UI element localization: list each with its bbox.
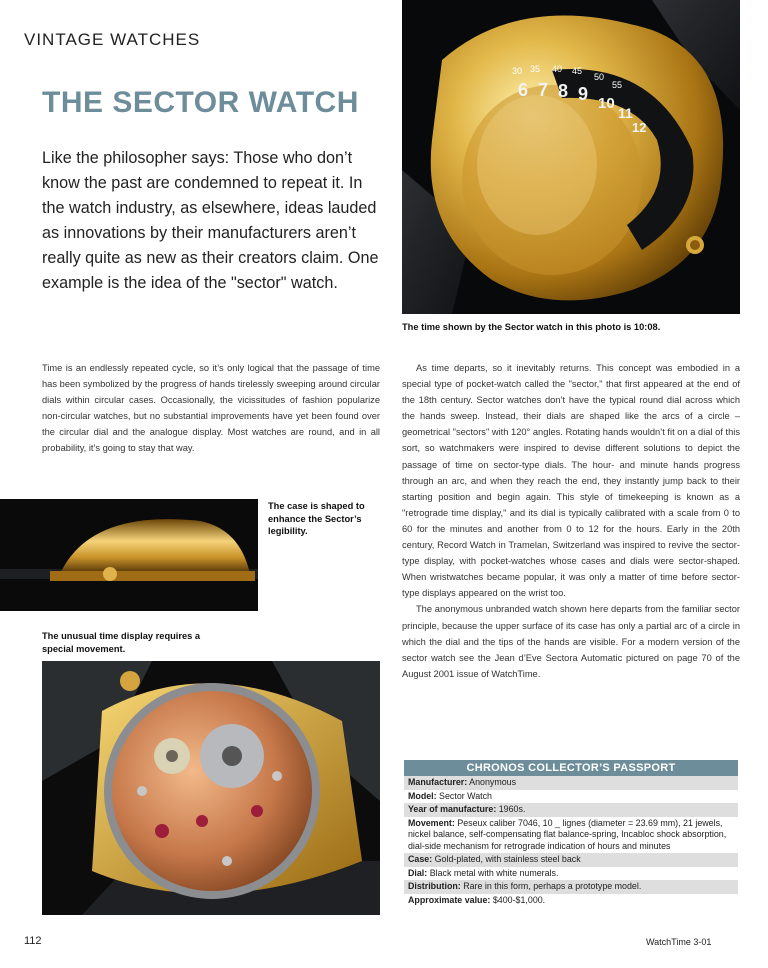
passport-value: Anonymous xyxy=(467,777,517,787)
passport-value: Gold-plated, with stainless steel back xyxy=(432,854,581,864)
body-text-left: Time is an endlessly repeated cycle, so it’s only logical that the passage of time has been symbolized by the progress of hands tirelessly sweeping around circular dials within circular cases. Occasionally, the vicissitudes of fashion popularize non-circular watches, but no substantial improvements have yet been found over the circular dial and the analogue display. Most watches are round, and in all probability, it’s going to stay that way. xyxy=(42,363,380,453)
passport-row-movement xyxy=(404,817,738,854)
hour-numeral: 11 xyxy=(618,105,633,121)
hour-numeral: 10 xyxy=(598,95,615,112)
section-label: VINTAGE WATCHES xyxy=(24,30,201,49)
minute-scale-label: 50 xyxy=(594,72,605,82)
minute-scale-label: 35 xyxy=(530,64,541,74)
page-number: 112 xyxy=(24,935,42,947)
case-profile-illustration xyxy=(0,499,258,611)
passport-row-case xyxy=(404,853,738,867)
passport-value: Rare in this form, perhaps a prototype model. xyxy=(460,881,642,891)
minute-scale-label: 55 xyxy=(612,80,623,90)
hour-numeral: 7 xyxy=(538,80,549,100)
passport-label: Year of manufacture: xyxy=(408,804,497,814)
page-title: THE SECTOR WATCH xyxy=(42,86,359,119)
body-right-paragraph-2: The anonymous unbranded watch shown here departs from the familiar sector principle, because the upper surface of its case has only a partial arc of a circle in which the dial and the tips of the hands are visible. For a modern version of the sector watch see the Jean d’Eve Sectora Automatic pictured on page 70 of the August 2001 issue of WatchTime. xyxy=(402,604,740,679)
passport-row-dial xyxy=(404,867,738,881)
passport-value: $400-$1,000. xyxy=(490,894,546,905)
minute-scale-label: 40 xyxy=(552,64,563,74)
minute-scale-label: 45 xyxy=(572,66,583,76)
hour-numeral: 6 xyxy=(518,80,529,100)
top-photo-caption: The time shown by the Sector watch in this photo is 10:08. xyxy=(402,322,661,332)
minute-scale-label: 30 xyxy=(512,66,523,76)
sector-watch-photo xyxy=(402,0,740,314)
movement-photo xyxy=(42,661,380,915)
sector-watch-illustration xyxy=(402,0,740,314)
hour-numeral: 8 xyxy=(558,81,569,101)
passport-value: 1960s. xyxy=(496,804,526,814)
passport-label: Model: xyxy=(408,790,437,801)
body-text-right xyxy=(402,360,740,682)
hour-numeral: 12 xyxy=(632,120,647,135)
passport-label: Case: xyxy=(408,854,433,864)
passport-label: Approximate value: xyxy=(408,894,491,905)
passport-label: Distribution: xyxy=(408,881,461,891)
passport-value: Sector Watch xyxy=(436,790,492,801)
passport-label: Dial: xyxy=(408,867,428,878)
passport-row-manufacturer xyxy=(404,776,738,790)
passport-row-value xyxy=(404,894,738,908)
passport-row-year xyxy=(404,803,738,817)
body-right-paragraph-1: As time departs, so it inevitably returns. This concept was embodied in a special type of pocket-watch called the "sector," that first appeared at the end of the 18th century. Sector watches don’t have the typical round dial across which the hands sweep. Instead, their dials are shaped like the arcs of a circle – geometrical "sectors" with 120° angles. Rotating hands wouldn’t fit on a dial of this sort, so watchmakers were inspired to devise different solutions to depict the passage of time on sector-type dials. The hour- and minute hands progress through an arc, and when they reach the end, they instantly jump back to their starting position and begin again. This style of timekeeping is known as a "retrograde time display," and its dial is typically calibrated with a scale from 0 to 60 for the minutes and another from 0 to 12 for the hours. Early in the 20th century, Record Watch in Tramelan, Switzerland was inspired to revive the sector-type display, with pocket-watches whose cases and dials were sector-shaped. When wristwatches became popular, it was only a matter of time before sector-type displays appeared on the wrist too. xyxy=(402,363,740,599)
movement-illustration xyxy=(42,661,380,915)
passport-value: Peseux caliber 7046, 10 _ lignes (diameter = 23.69 mm), 21 jewels, nickel balance, self-compensating flat balance-spring, Incabloc shock absorption, dial-side mechanism for retrograde indication of hours and minutes xyxy=(408,817,727,851)
passport-label: Movement: xyxy=(408,817,455,828)
collectors-passport xyxy=(404,760,738,907)
passport-label: Manufacturer: xyxy=(408,777,468,787)
case-caption: The case is shaped to enhance the Sector’s legibility. xyxy=(268,501,365,536)
intro-paragraph: Like the philosopher says: Those who don’t know the past are condemned to repeat it. In the watch industry, as elsewhere, ideas lauded as innovations by their manufacturers aren’t really quite as new as their creators claim. One example is the idea of the "sector" watch. xyxy=(42,149,379,292)
passport-row-model xyxy=(404,790,738,804)
movement-caption: The unusual time display requires a special movement. xyxy=(42,631,201,654)
case-profile-photo xyxy=(0,499,258,611)
passport-value: Black metal with white numerals. xyxy=(427,867,559,878)
hour-numeral: 9 xyxy=(578,84,589,104)
issue-label: WatchTime 3-01 xyxy=(646,937,712,947)
passport-heading: CHRONOS COLLECTOR’S PASSPORT xyxy=(404,760,738,776)
passport-row-distribution xyxy=(404,880,738,894)
